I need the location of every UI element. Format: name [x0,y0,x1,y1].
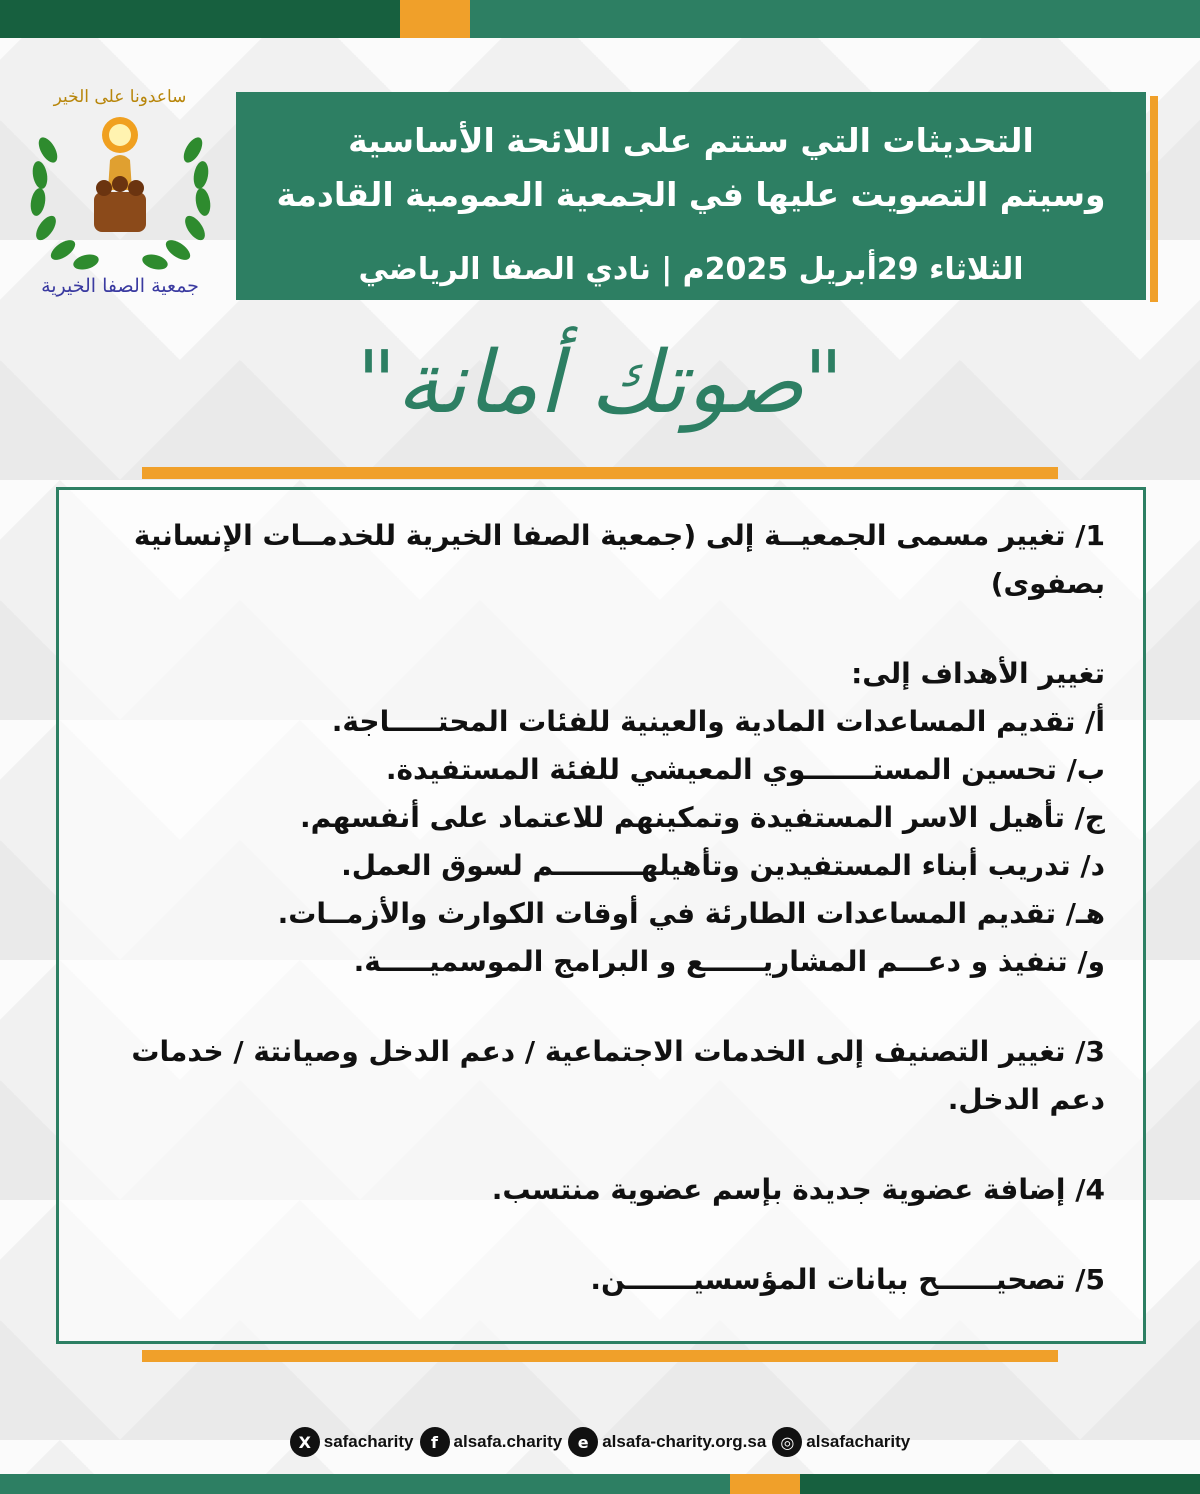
association-logo [18,80,223,305]
goal-item: د/ تدريب أبناء المستفيدين وتأهيلهـــــــــم لسوق العمل. [341,849,1105,882]
top-divider [142,467,1058,479]
x-icon: X [290,1427,320,1457]
update-item-1: 1/ تغيير مسمى الجمعيــة إلى (جمعية الصفا الخيرية للخدمــات الإنسانية بصفوى) [133,519,1105,600]
slogan: "صوتك أمانة" [356,333,844,433]
social-x[interactable] [290,1427,414,1457]
goal-item: أ/ تقديم المساعدات المادية والعينية للفئات المحتـــــاجة. [331,705,1105,738]
instagram-icon: ◎ [772,1427,802,1457]
header-title-line1: التحديثات التي ستتم على اللائحة الأساسية [348,121,1034,160]
update-item-3: 3/ تغيير التصنيف إلى الخدمات الاجتماعية / دعم الدخل وصيانتة / خدمات دعم الدخل. [131,1035,1105,1116]
goal-item: ب/ تحسين المستـــــــوي المعيشي للفئة المستفيدة. [385,753,1105,786]
goal-item: ج/ تأهيل الاسر المستفيدة وتمكينهم للاعتماد على أنفسهم. [300,801,1105,834]
social-handle: alsafacharity [806,1432,911,1451]
goal-item: هـ/ تقديم المساعدات الطارئة في أوقات الكوارث والأزمــات. [277,897,1105,930]
social-handle: safacharity [323,1432,414,1451]
social-links [270,1422,930,1462]
header-accent-bar [1150,96,1158,302]
header-banner [236,92,1146,300]
social-instagram[interactable] [772,1427,910,1457]
social-facebook[interactable] [420,1427,563,1457]
top-color-bar [0,0,1200,38]
social-website[interactable] [568,1427,766,1457]
bottom-color-bar [0,1474,1200,1494]
logo-bottom-text: جمعية الصفا الخيرية [41,275,199,297]
update-item-4: 4/ إضافة عضوية جديدة بإسم عضوية منتسب. [491,1173,1105,1206]
web-icon: e [568,1427,598,1457]
updates-content-box [56,487,1146,1344]
social-handle: alsafa-charity.org.sa [602,1432,767,1451]
social-handle: alsafa.charity [453,1432,563,1451]
bottom-divider [142,1350,1058,1362]
logo-top-text: ساعدونا على الخير [53,87,187,107]
header-title-line2: وسيتم التصويت عليها في الجمعية العمومية القادمة [276,175,1106,214]
goal-item: و/ تنفيذ و دعـــم المشاريــــــع و البرامج الموسميـــــة. [353,945,1105,978]
update-item-5: 5/ تصحيــــــح بيانات المؤسسيـــــــن. [590,1263,1105,1296]
header-date-venue: الثلاثاء 29أبريل 2025م | نادي الصفا الرياضي [358,252,1024,287]
goals-heading: تغيير الأهداف إلى: [851,657,1105,690]
facebook-icon: f [420,1427,450,1457]
